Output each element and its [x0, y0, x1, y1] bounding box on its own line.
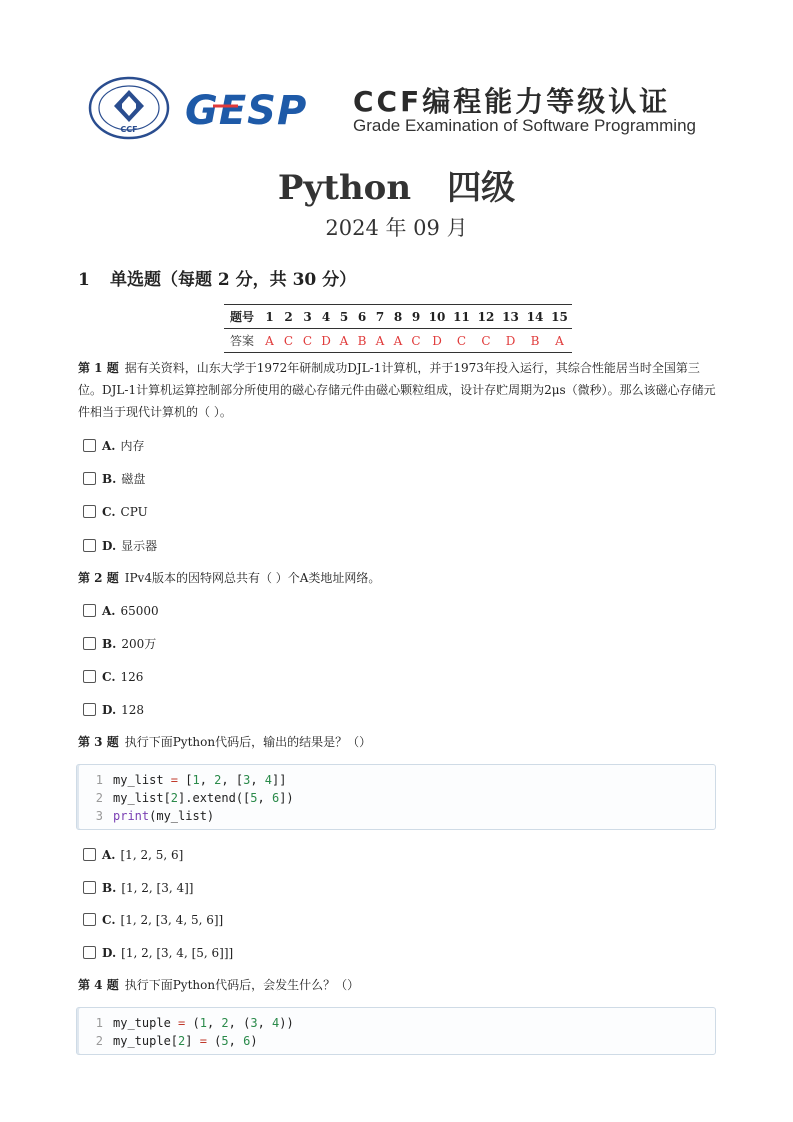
checkbox[interactable] — [83, 604, 96, 617]
table-cell: 14 — [523, 305, 547, 329]
line-number: 1 — [95, 773, 103, 787]
answer-cell: A — [260, 329, 279, 353]
answer-table-answer-row — [224, 329, 572, 353]
option-text: [1, 2, [3, 4, [5, 6]]] — [121, 946, 234, 960]
answer-cell: D — [317, 329, 335, 353]
answer-cell: B — [523, 329, 547, 353]
option-text: 磁盘 — [121, 472, 146, 486]
question-3 — [78, 731, 718, 753]
option-text: 128 — [121, 703, 145, 717]
option-1a[interactable] — [83, 438, 145, 454]
answer-cell: A — [371, 329, 389, 353]
question-number: 第 1 题 — [78, 361, 119, 375]
option-2b[interactable] — [83, 636, 156, 652]
answer-cell: A — [547, 329, 572, 353]
option-letter: B. — [102, 637, 117, 651]
option-letter: A. — [102, 604, 116, 618]
line-number: 2 — [95, 791, 103, 805]
checkbox[interactable] — [83, 439, 96, 452]
checkbox[interactable] — [83, 505, 96, 518]
code-text: print(my_list) — [113, 809, 215, 823]
option-text: 内存 — [120, 439, 145, 453]
question-number: 第 2 题 — [78, 571, 119, 585]
question-text: IPv4版本的因特网总共有（ ）个A类地址网络。 — [124, 571, 381, 585]
checkbox[interactable] — [83, 670, 96, 683]
option-text: CPU — [120, 505, 148, 519]
option-1d[interactable] — [83, 538, 157, 554]
question-text: 执行下面Python代码后，会发生什么？（） — [124, 978, 360, 992]
code-text: my_list = [1, 2, [3, 4]] — [113, 773, 287, 787]
svg-text:GESP: GESP — [185, 88, 308, 132]
checkbox[interactable] — [83, 913, 96, 926]
table-cell: 10 — [425, 305, 449, 329]
document-date: 2024 年 09 月 — [325, 216, 468, 240]
question-1 — [78, 357, 718, 423]
option-1c[interactable] — [83, 504, 148, 520]
option-letter: D. — [102, 703, 117, 717]
table-cell: 5 — [335, 305, 353, 329]
option-letter: D. — [102, 946, 117, 960]
answer-cell: D — [425, 329, 449, 353]
code-line — [77, 1032, 715, 1050]
table-cell: 1 — [260, 305, 279, 329]
title-language: Python — [277, 168, 412, 208]
svg-text:CCF: CCF — [120, 125, 138, 134]
option-3d[interactable] — [83, 945, 233, 961]
code-line — [77, 807, 715, 825]
answer-table-header-row — [224, 305, 572, 329]
table-cell: 9 — [407, 305, 425, 329]
question-text: 据有关资料，山东大学于1972年研制成功DJL-1计算机，并于1973年投入运行，其综合性能居当时全国第三位。DJL-1计算机运算控制部分所使用的磁心存储元件由磁心颗粒组成，设计存贮周期为2μs（微秒）。那么该磁心存储元件相当于现代计算机的（ ）。 — [78, 361, 716, 419]
section-number: 1 — [78, 270, 90, 290]
option-text: 200万 — [121, 637, 157, 651]
answer-cell: C — [279, 329, 298, 353]
option-text: 显示器 — [121, 539, 158, 553]
question-number: 第 4 题 — [78, 978, 119, 992]
option-2c[interactable] — [83, 669, 143, 685]
option-text: 126 — [120, 670, 144, 684]
option-2a[interactable] — [83, 603, 159, 619]
option-text: [1, 2, [3, 4]] — [121, 881, 194, 895]
line-number: 3 — [95, 809, 103, 823]
answer-cell: C — [298, 329, 317, 353]
table-cell: 7 — [371, 305, 389, 329]
code-text: my_tuple = (1, 2, (3, 4)) — [113, 1016, 294, 1030]
option-text: 65000 — [120, 604, 159, 618]
option-letter: D. — [102, 539, 117, 553]
table-cell: 2 — [279, 305, 298, 329]
question-text: 执行下面Python代码后，输出的结果是？（） — [124, 735, 372, 749]
checkbox[interactable] — [83, 946, 96, 959]
answer-cell: B — [353, 329, 371, 353]
table-cell: 12 — [474, 305, 498, 329]
code-text: my_tuple[2] = (5, 6) — [113, 1034, 258, 1048]
code-line — [77, 771, 715, 789]
option-letter: A. — [102, 439, 116, 453]
question-number-label: 题号 — [224, 305, 260, 329]
table-cell: 4 — [317, 305, 335, 329]
option-letter: B. — [102, 472, 117, 486]
answer-table — [224, 304, 572, 353]
code-line — [77, 789, 715, 807]
option-letter: A. — [102, 848, 116, 862]
code-block — [76, 764, 716, 830]
certification-subtitle: Grade Examination of Software Programming — [353, 116, 696, 135]
table-cell: 8 — [389, 305, 407, 329]
table-cell: 6 — [353, 305, 371, 329]
title-level: 四级 — [447, 168, 516, 208]
line-number: 1 — [95, 1016, 103, 1030]
option-text: [1, 2, [3, 4, 5, 6]] — [120, 913, 224, 927]
certification-title: CCF编程能力等级认证 — [353, 85, 671, 118]
answer-cell: C — [474, 329, 498, 353]
ccf-seal-logo — [88, 76, 170, 140]
document-title — [0, 160, 793, 209]
answer-cell: A — [335, 329, 353, 353]
option-letter: C. — [102, 670, 116, 684]
table-cell: 15 — [547, 305, 572, 329]
checkbox[interactable] — [83, 539, 96, 552]
option-letter: B. — [102, 881, 117, 895]
question-2 — [78, 567, 718, 589]
table-cell: 13 — [498, 305, 523, 329]
checkbox[interactable] — [83, 472, 96, 485]
option-3c[interactable] — [83, 912, 223, 928]
option-3a[interactable] — [83, 847, 183, 863]
option-2d[interactable] — [83, 702, 144, 718]
checkbox[interactable] — [83, 881, 96, 894]
code-line — [77, 1014, 715, 1032]
section-title: 单选题（每题 2 分，共 30 分） — [110, 270, 357, 290]
gesp-logo — [183, 84, 333, 132]
option-3b[interactable] — [83, 880, 193, 896]
answer-label: 答案 — [224, 329, 260, 353]
checkbox[interactable] — [83, 637, 96, 650]
page-header — [88, 74, 708, 144]
option-letter: C. — [102, 913, 116, 927]
answer-cell: C — [407, 329, 425, 353]
question-number: 第 3 题 — [78, 735, 119, 749]
code-text: my_list[2].extend([5, 6]) — [113, 791, 294, 805]
checkbox[interactable] — [83, 703, 96, 716]
option-1b[interactable] — [83, 471, 145, 487]
table-cell: 3 — [298, 305, 317, 329]
checkbox[interactable] — [83, 848, 96, 861]
table-cell: 11 — [449, 305, 474, 329]
question-4 — [78, 974, 718, 996]
option-letter: C. — [102, 505, 116, 519]
option-text: [1, 2, 5, 6] — [120, 848, 184, 862]
answer-cell: A — [389, 329, 407, 353]
answer-cell: D — [498, 329, 523, 353]
section-heading — [78, 265, 356, 290]
code-block — [76, 1007, 716, 1055]
line-number: 2 — [95, 1034, 103, 1048]
answer-cell: C — [449, 329, 474, 353]
